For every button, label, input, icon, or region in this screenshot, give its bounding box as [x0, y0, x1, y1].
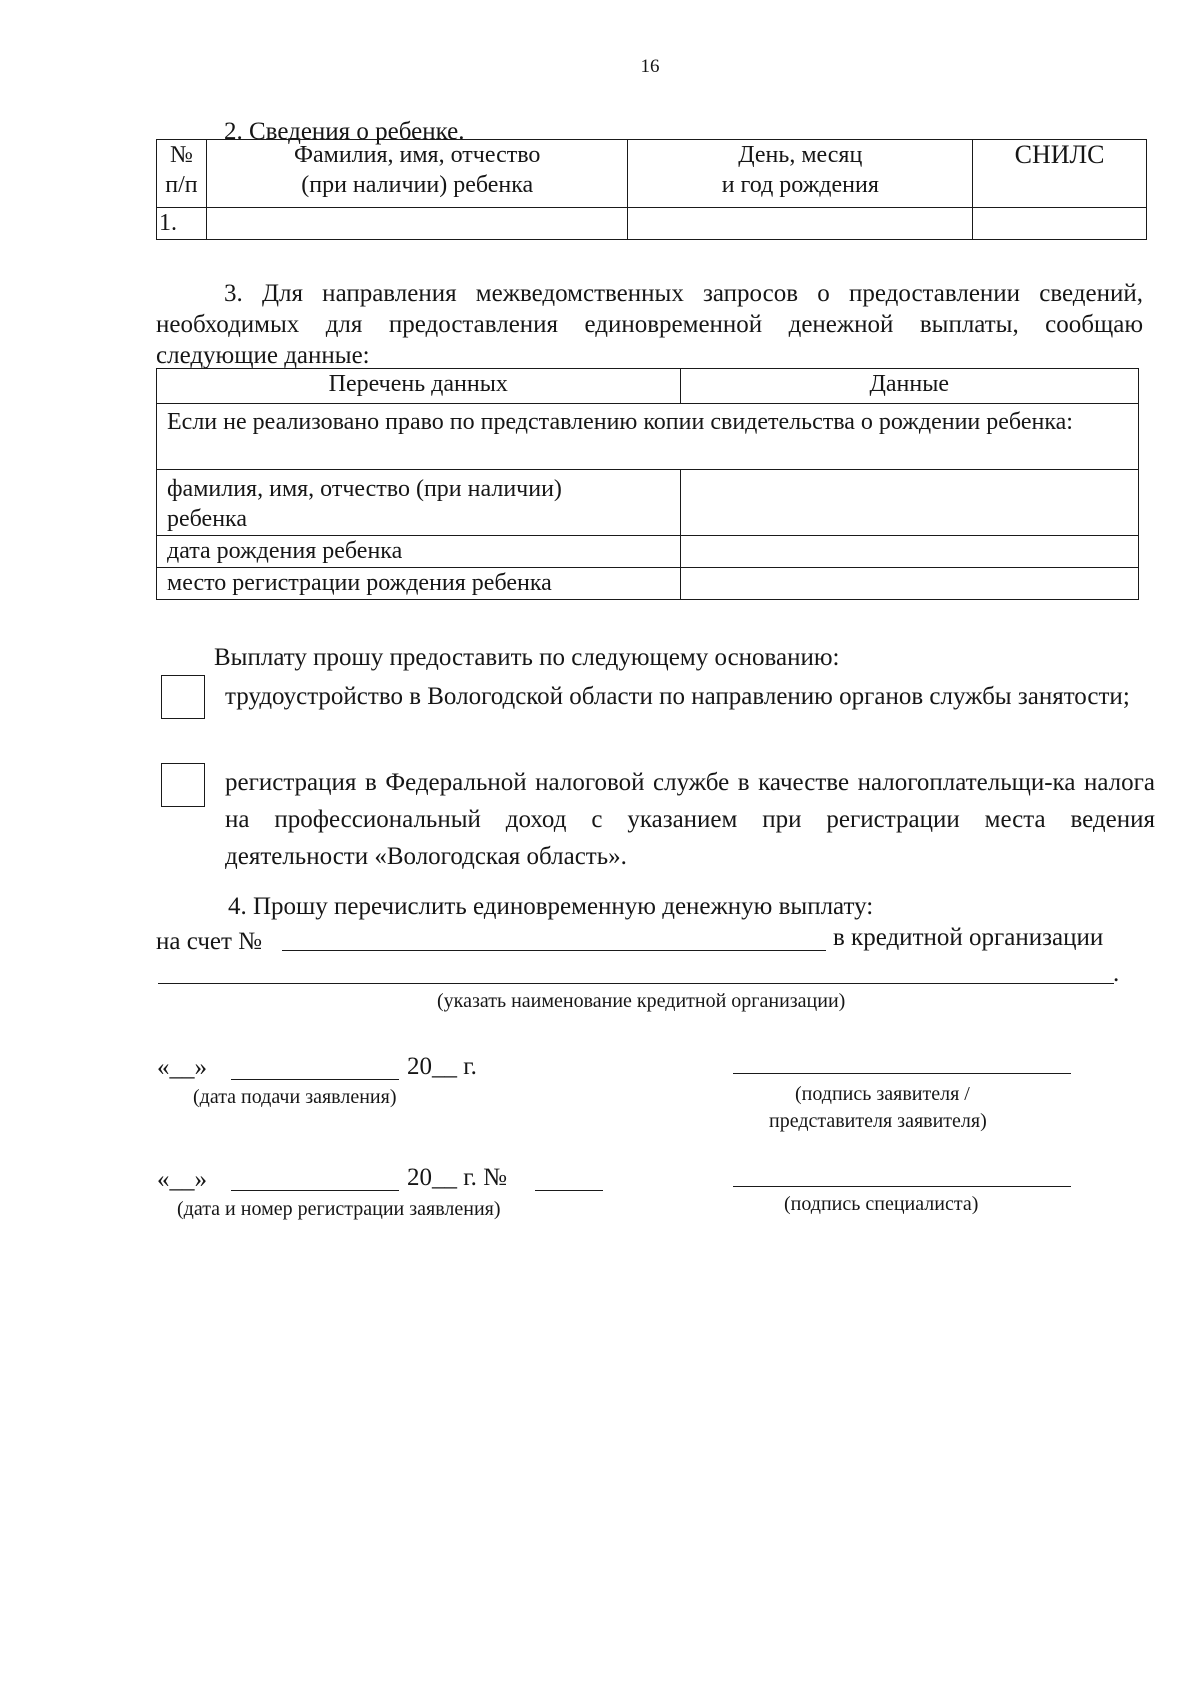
- fio-cell[interactable]: [206, 208, 628, 240]
- section-2-title: 2. Сведения о ребенке.: [224, 118, 465, 145]
- section-3-paragraph: 3. Для направления межведомственных запросов о предоставлении сведений, необходимых для предоставления единовременной денежной выплаты, сообщаю следующие данные:: [156, 280, 1143, 369]
- application-date-caption: (дата подачи заявления): [193, 1086, 397, 1108]
- basis-employment-checkbox[interactable]: [161, 675, 205, 719]
- header-list: Перечень данных: [328, 371, 508, 397]
- date-quote-1: «__»: [157, 1054, 207, 1081]
- data-row: [157, 470, 1139, 536]
- applicant-caption-line1: (подпись заявителя /: [795, 1083, 970, 1105]
- trailing-dot: .: [1113, 960, 1120, 987]
- data-row-label: место регистрации рождения ребенка: [167, 570, 552, 596]
- header-num-line2: п/п: [165, 172, 198, 198]
- specialist-caption: (подпись специалиста): [784, 1193, 979, 1215]
- registration-number-field[interactable]: [535, 1190, 603, 1191]
- row-num: 1.: [159, 210, 177, 236]
- account-number-field[interactable]: [282, 950, 826, 951]
- applicant-caption-line2: представителя заявителя): [769, 1110, 987, 1132]
- basis-option-employment: трудоустройство в Вологодской области по направлению органов службы занятости;: [225, 683, 1130, 710]
- snils-cell[interactable]: [973, 208, 1147, 240]
- basis-self-employed-checkbox[interactable]: [161, 763, 205, 807]
- header-birth-line1: День, месяц: [738, 142, 863, 168]
- basis-option-self-employed: регистрация в Федеральной налоговой службе в качестве налогоплательщи-ка налога на профессиональный доход с указанием при регистрации места ведения деятельности «Вологодская область».: [225, 769, 1155, 870]
- header-num-line1: №: [170, 142, 193, 168]
- birth-date-cell[interactable]: [628, 208, 973, 240]
- data-row-label: фамилия, имя, отчество (при наличии) ребенка: [167, 476, 562, 532]
- data-row: [157, 536, 1139, 568]
- date-year-1: 20__ г.: [407, 1053, 477, 1080]
- merged-row-text: Если не реализовано право по представлению копии свидетельства о рождении ребенка:: [167, 409, 1073, 435]
- page-number: 16: [640, 56, 660, 77]
- basis-intro: Выплату прошу предоставить по следующему основанию:: [214, 644, 840, 671]
- application-date-field[interactable]: [231, 1079, 399, 1080]
- account-suffix: в кредитной организации: [833, 924, 1104, 951]
- birth-registration-place-data-cell[interactable]: [680, 568, 1139, 600]
- applicant-signature-field[interactable]: [733, 1073, 1071, 1074]
- data-table-header-row: [157, 369, 1139, 404]
- header-snils: СНИЛС: [1014, 140, 1105, 169]
- child-info-table: [156, 139, 1147, 240]
- specialist-signature-field[interactable]: [733, 1186, 1071, 1187]
- date-quote-2: «__»: [157, 1166, 207, 1193]
- header-fio-line1: Фамилия, имя, отчество: [294, 142, 541, 168]
- data-row: [157, 568, 1139, 600]
- child-table-row: [157, 208, 1147, 240]
- birth-date-data-cell[interactable]: [680, 536, 1139, 568]
- header-data: Данные: [869, 371, 949, 397]
- header-fio-line2: (при наличии) ребенка: [301, 172, 534, 198]
- data-list-table: [156, 368, 1139, 600]
- registration-caption: (дата и номер регистрации заявления): [177, 1198, 501, 1220]
- registration-date-field[interactable]: [231, 1190, 399, 1191]
- section-4-title: 4. Прошу перечислить единовременную денежную выплату:: [228, 893, 874, 920]
- account-prefix: на счет №: [156, 928, 263, 955]
- header-birth-line2: и год рождения: [721, 172, 879, 198]
- child-fio-data-cell[interactable]: [680, 470, 1139, 536]
- merged-row: [157, 404, 1139, 470]
- data-row-label: дата рождения ребенка: [167, 538, 403, 564]
- credit-organization-field[interactable]: [158, 983, 1114, 984]
- credit-organization-caption: (указать наименование кредитной организации): [437, 990, 846, 1012]
- child-table-header-row: [157, 140, 1147, 208]
- date-year-2: 20__ г. №: [407, 1164, 508, 1191]
